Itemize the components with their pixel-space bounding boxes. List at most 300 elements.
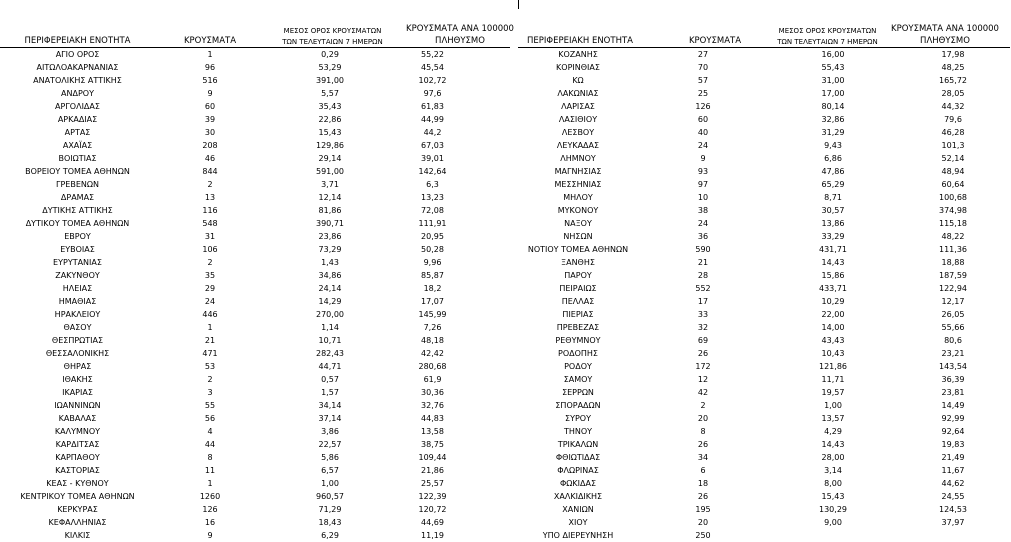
table-row <box>518 191 1008 204</box>
right-cell-avg: 15,43 <box>821 492 845 501</box>
right-cell-cases: 552 <box>695 284 711 293</box>
right-cell-per100k: 44,32 <box>941 102 965 111</box>
left-cell-avg: 35,43 <box>318 102 342 111</box>
right-cell-region: ΠΡΕΒΕΖΑΣ <box>556 323 600 332</box>
right-cell-per100k: 12,17 <box>941 297 965 306</box>
right-cell-region: ΝΟΤΙΟΥ ΤΟΜΕΑ ΑΘΗΝΩΝ <box>527 245 629 254</box>
left-cell-region: ΑΡΤΑΣ <box>64 128 91 137</box>
table-row <box>0 230 470 243</box>
left-cell-avg: 1,57 <box>321 388 339 397</box>
table-row <box>0 308 470 321</box>
right-cell-avg: 31,29 <box>821 128 845 137</box>
right-cell-region: ΡΕΘΥΜΝΟΥ <box>555 336 601 345</box>
table-row <box>518 204 1008 217</box>
left-cell-per100k: 122,39 <box>418 492 447 501</box>
left-cell-region: ΚΑΒΑΛΑΣ <box>58 414 97 423</box>
left-cell-cases: 9 <box>207 89 213 98</box>
left-cell-avg: 24,14 <box>318 284 342 293</box>
right-cell-avg: 431,71 <box>819 245 847 254</box>
right-cell-avg: 22,00 <box>821 310 845 319</box>
right-cell-cases: 28 <box>697 271 709 280</box>
table-row <box>0 529 470 542</box>
left-cell-cases: 516 <box>202 76 218 85</box>
right-cell-cases: 8 <box>700 427 706 436</box>
left-cell-avg: 1,43 <box>321 258 339 267</box>
left-cell-region: ΑΝΔΡΟΥ <box>61 89 94 98</box>
table-row <box>0 256 470 269</box>
right-cell-region: ΛΑΡΙΣΑΣ <box>561 102 595 111</box>
right-cell-region: ΜΥΚΟΝΟΥ <box>557 206 599 215</box>
right-cell-avg: 10,29 <box>821 297 845 306</box>
right-cell-cases: 590 <box>695 245 711 254</box>
right-cell-region: ΣΥΡΟΥ <box>565 414 591 423</box>
right-cell-region: ΣΠΟΡΑΔΩΝ <box>555 401 601 410</box>
left-cell-per100k: 38,75 <box>421 440 444 449</box>
right-cell-per100k: 23,81 <box>941 388 965 397</box>
right-cell-per100k: 28,05 <box>941 89 965 98</box>
right-cell-per100k: 52,14 <box>941 154 965 163</box>
left-cell-avg: 6,29 <box>321 531 339 540</box>
left-cell-per100k: 42,42 <box>421 349 444 358</box>
right-cell-cases: 12 <box>697 375 709 384</box>
left-cell-region: ΘΕΣΠΡΩΤΙΑΣ <box>51 336 104 345</box>
right-cell-cases: 126 <box>695 102 711 111</box>
right-cell-region: ΥΠΟ ΔΙΕΡΕΥΝΗΣΗ <box>542 531 614 540</box>
table-row <box>0 386 470 399</box>
left-cell-avg: 22,57 <box>318 440 342 449</box>
right-cell-per100k: 374,98 <box>939 206 967 215</box>
right-cell-avg: 14,00 <box>821 323 845 332</box>
right-cell-per100k: 60,64 <box>941 180 965 189</box>
table-row <box>518 152 1008 165</box>
table-row <box>518 74 1008 87</box>
table-row <box>0 360 470 373</box>
right-cell-cases: 27 <box>697 50 709 59</box>
left-cell-cases: 1 <box>207 50 213 59</box>
left-cell-avg: 0,57 <box>321 375 339 384</box>
right-cell-avg <box>768 529 898 542</box>
regions-table-right <box>518 48 1008 542</box>
right-cell-avg: 4,29 <box>824 427 842 436</box>
right-cell-per100k: 124,53 <box>939 505 967 514</box>
right-cell-cases: 26 <box>697 440 709 449</box>
left-cell-cases: 31 <box>204 232 216 241</box>
left-cell-per100k: 109,44 <box>418 453 447 462</box>
left-cell-region: ΑΙΤΩΛΟΑΚΑΡΝΑΝΙΑΣ <box>36 63 119 72</box>
left-cell-per100k: 30,36 <box>421 388 444 397</box>
left-cell-per100k: 6,3 <box>426 180 439 189</box>
left-cell-cases: 4 <box>207 427 213 436</box>
left-cell-cases: 8 <box>207 453 213 462</box>
table-row <box>518 490 1008 503</box>
right-cell-avg: 43,43 <box>821 336 845 345</box>
left-cell-per100k: 120,72 <box>418 505 447 514</box>
header-region-right: ΠΕΡΙΦΕΡΕΙΑΚΗ ΕΝΟΤΗΤΑ <box>527 36 633 46</box>
table-row <box>0 425 470 438</box>
table-row <box>0 191 470 204</box>
right-cell-avg: 14,43 <box>821 440 845 449</box>
right-cell-avg: 30,57 <box>821 206 845 215</box>
left-cell-region: ΚΕΡΚΥΡΑΣ <box>57 505 98 514</box>
left-cell-region: ΕΥΡΥΤΑΝΙΑΣ <box>53 258 102 267</box>
left-cell-cases: 116 <box>202 206 218 215</box>
left-cell-per100k: 48,18 <box>421 336 444 345</box>
left-cell-cases: 39 <box>204 115 216 124</box>
left-cell-per100k: 7,26 <box>423 323 442 332</box>
right-cell-avg: 28,00 <box>821 453 845 462</box>
left-cell-region: ΔΡΑΜΑΣ <box>60 193 95 202</box>
left-cell-region: ΚΕΦΑΛΛΗΝΙΑΣ <box>48 518 107 527</box>
left-cell-per100k: 142,64 <box>418 167 447 176</box>
left-cell-per100k: 72,08 <box>421 206 444 215</box>
table-row <box>0 477 470 490</box>
left-cell-cases: 3 <box>207 388 213 397</box>
left-cell-cases: 44 <box>204 440 216 449</box>
table-row <box>518 139 1008 152</box>
table-row <box>0 334 470 347</box>
left-cell-per100k: 97,6 <box>423 89 442 98</box>
right-cell-avg: 15,86 <box>821 271 845 280</box>
right-cell-cases: 34 <box>697 453 709 462</box>
right-cell-per100k: 111,36 <box>939 245 967 254</box>
right-cell-per100k: 21,49 <box>941 453 965 462</box>
right-cell-region: ΝΗΣΩΝ <box>563 232 593 241</box>
left-cell-cases: 29 <box>204 284 216 293</box>
left-cell-avg: 3,71 <box>321 180 339 189</box>
table-row <box>518 230 1008 243</box>
table-row <box>0 373 470 386</box>
left-cell-per100k: 44,2 <box>423 128 442 137</box>
left-cell-avg: 34,14 <box>318 401 342 410</box>
left-cell-per100k: 25,57 <box>421 479 444 488</box>
left-cell-avg: 0,29 <box>321 50 339 59</box>
left-cell-cases: 2 <box>207 375 213 384</box>
right-cell-avg: 11,71 <box>821 375 845 384</box>
right-cell-avg: 16,00 <box>821 50 845 59</box>
right-cell-region: ΛΗΜΝΟΥ <box>560 154 596 163</box>
table-row <box>518 295 1008 308</box>
left-cell-cases: 30 <box>204 128 216 137</box>
table-row <box>0 217 470 230</box>
right-cell-avg: 13,57 <box>821 414 845 423</box>
table-row <box>518 113 1008 126</box>
table-row <box>518 243 1008 256</box>
left-cell-cases: 126 <box>202 505 218 514</box>
left-cell-per100k: 50,28 <box>421 245 444 254</box>
header-cases-right: ΚΡΟΥΣΜΑΤΑ <box>688 36 742 46</box>
right-cell-per100k: 48,22 <box>941 232 965 241</box>
right-cell-per100k: 18,88 <box>941 258 965 267</box>
left-cell-per100k: 32,76 <box>421 401 444 410</box>
right-cell-region: ΦΘΙΩΤΙΔΑΣ <box>555 453 601 462</box>
left-cell-cases: 35 <box>204 271 216 280</box>
right-cell-per100k: 48,94 <box>941 167 965 176</box>
left-cell-region: ΙΘΑΚΗΣ <box>62 375 93 384</box>
left-cell-cases: 24 <box>204 297 216 306</box>
left-cell-per100k: 11,19 <box>421 531 444 540</box>
right-cell-avg: 33,29 <box>821 232 845 241</box>
right-cell-avg: 433,71 <box>819 284 847 293</box>
right-cell-cases: 10 <box>697 193 709 202</box>
table-row <box>0 295 470 308</box>
right-cell-avg: 130,29 <box>819 505 847 514</box>
right-cell-region: ΦΩΚΙΔΑΣ <box>559 479 596 488</box>
right-cell-cases: 250 <box>695 531 711 540</box>
table-row <box>0 282 470 295</box>
header-cases-left: ΚΡΟΥΣΜΑΤΑ <box>183 36 237 46</box>
left-cell-cases: 106 <box>202 245 218 254</box>
right-cell-avg: 31,00 <box>821 76 845 85</box>
right-cell-region: ΠΙΕΡΙΑΣ <box>562 310 594 319</box>
left-cell-region: ΚΕΝΤΡΙΚΟΥ ΤΟΜΕΑ ΑΘΗΝΩΝ <box>20 492 135 501</box>
table-row <box>518 464 1008 477</box>
table-row <box>0 490 470 503</box>
table-row <box>518 48 1008 61</box>
left-cell-avg: 270,00 <box>316 310 344 319</box>
right-cell-avg: 17,00 <box>821 89 845 98</box>
right-cell-per100k: 26,05 <box>941 310 965 319</box>
right-cell-avg: 10,43 <box>821 349 845 358</box>
left-cell-region: ΗΡΑΚΛΕΙΟΥ <box>54 310 101 319</box>
right-cell-region: ΤΗΝΟΥ <box>563 427 593 436</box>
right-cell-cases: 9 <box>700 154 706 163</box>
left-cell-per100k: 145,99 <box>418 310 447 319</box>
left-cell-per100k: 17,07 <box>421 297 444 306</box>
table-row <box>0 243 470 256</box>
right-cell-cases: 20 <box>697 414 709 423</box>
table-row <box>518 269 1008 282</box>
left-cell-avg: 81,86 <box>318 206 342 215</box>
table-row <box>518 87 1008 100</box>
table-row <box>518 438 1008 451</box>
header-per100k-right-line2: ΠΛΗΘΥΣΜΟ <box>920 36 970 46</box>
right-cell-per100k: 92,99 <box>941 414 965 423</box>
left-cell-per100k: 21,86 <box>421 466 444 475</box>
header-avg-right-line1: ΜΕΣΟΣ ΟΡΟΣ ΚΡΟΥΣΜΑΤΩΝ <box>778 27 877 35</box>
right-cell-cases: 20 <box>697 518 709 527</box>
top-divider-line <box>518 0 519 9</box>
left-cell-per100k: 44,69 <box>421 518 444 527</box>
right-cell-region: ΧΙΟΥ <box>568 518 588 527</box>
right-cell-avg: 9,00 <box>824 518 842 527</box>
right-cell-region: ΛΑΚΩΝΙΑΣ <box>557 89 599 98</box>
table-row <box>518 503 1008 516</box>
left-cell-cases: 1260 <box>199 492 221 501</box>
left-cell-per100k: 44,99 <box>421 115 444 124</box>
left-cell-region: ΓΡΕΒΕΝΩΝ <box>56 180 99 189</box>
table-row <box>0 516 470 529</box>
left-cell-cases: 208 <box>202 141 218 150</box>
left-cell-avg: 129,86 <box>316 141 344 150</box>
left-cell-region: ΗΛΕΙΑΣ <box>62 284 93 293</box>
right-cell-avg: 1,00 <box>824 401 842 410</box>
left-cell-cases: 13 <box>204 193 216 202</box>
right-cell-avg: 121,86 <box>819 362 847 371</box>
left-cell-region: ΒΟΙΩΤΙΑΣ <box>58 154 97 163</box>
right-cell-cases: 24 <box>697 141 709 150</box>
left-cell-per100k: 111,91 <box>418 219 447 228</box>
left-cell-avg: 44,71 <box>318 362 342 371</box>
left-cell-region: ΑΧΑΪΑΣ <box>62 141 93 150</box>
left-cell-region: ΚΑΛΥΜΝΟΥ <box>54 427 101 436</box>
left-cell-per100k: 102,72 <box>418 76 447 85</box>
right-cell-cases: 195 <box>695 505 711 514</box>
right-cell-per100k: 100,68 <box>939 193 967 202</box>
left-cell-region: ΚΕΑΣ - ΚΥΘΝΟΥ <box>46 479 109 488</box>
right-cell-avg: 13,86 <box>821 219 845 228</box>
right-cell-per100k: 165,72 <box>939 76 967 85</box>
right-cell-region: ΣΑΜΟΥ <box>563 375 593 384</box>
right-cell-per100k: 37,97 <box>941 518 965 527</box>
left-cell-cases: 1 <box>207 323 213 332</box>
left-cell-per100k: 18,2 <box>423 284 442 293</box>
table-row <box>518 516 1008 529</box>
header-avg-right-line2: ΤΩΝ ΤΕΛΕΥΤΑΙΩΝ 7 ΗΜΕΡΩΝ <box>777 38 878 46</box>
right-cell-cases: 33 <box>697 310 709 319</box>
right-cell-region: ΤΡΙΚΑΛΩΝ <box>557 440 599 449</box>
table-row <box>518 360 1008 373</box>
right-cell-cases: 42 <box>697 388 709 397</box>
right-cell-region: ΛΕΥΚΑΔΑΣ <box>556 141 600 150</box>
left-cell-per100k: 61,9 <box>423 375 442 384</box>
table-row <box>518 217 1008 230</box>
left-cell-per100k: 9,96 <box>423 258 442 267</box>
right-cell-cases: 36 <box>697 232 709 241</box>
header-avg-left-line2: ΤΩΝ ΤΕΛΕΥΤΑΙΩΝ 7 ΗΜΕΡΩΝ <box>282 38 383 46</box>
right-cell-per100k: 46,28 <box>941 128 965 137</box>
left-cell-per100k: 13,23 <box>421 193 444 202</box>
right-cell-cases: 18 <box>697 479 709 488</box>
right-cell-per100k: 143,54 <box>939 362 967 371</box>
right-cell-cases: 32 <box>697 323 709 332</box>
right-cell-avg: 19,57 <box>821 388 845 397</box>
left-cell-cases: 844 <box>202 167 218 176</box>
table-row <box>518 399 1008 412</box>
right-cell-per100k: 14,49 <box>941 401 965 410</box>
left-cell-region: ΑΝΑΤΟΛΙΚΗΣ ΑΤΤΙΚΗΣ <box>33 76 122 85</box>
left-cell-avg: 390,71 <box>316 219 344 228</box>
left-cell-region: ΕΒΡΟΥ <box>64 232 91 241</box>
table-row <box>518 412 1008 425</box>
left-cell-avg: 1,00 <box>321 479 339 488</box>
left-cell-per100k: 280,68 <box>418 362 447 371</box>
right-cell-region: ΚΟΖΑΝΗΣ <box>558 50 598 59</box>
left-cell-cases: 11 <box>204 466 216 475</box>
right-cell-avg: 32,86 <box>821 115 845 124</box>
left-cell-cases: 1 <box>207 479 213 488</box>
left-cell-avg: 15,43 <box>318 128 342 137</box>
left-cell-avg: 5,57 <box>321 89 339 98</box>
right-cell-region: ΚΟΡΙΝΘΙΑΣ <box>556 63 600 72</box>
left-cell-cases: 21 <box>204 336 216 345</box>
table-row <box>0 87 470 100</box>
table-row <box>518 61 1008 74</box>
left-cell-avg: 34,86 <box>318 271 342 280</box>
left-cell-cases: 60 <box>204 102 216 111</box>
left-cell-per100k: 55,22 <box>421 50 444 59</box>
header-avg-left-line1: ΜΕΣΟΣ ΟΡΟΣ ΚΡΟΥΣΜΑΤΩΝ <box>283 27 382 35</box>
left-cell-cases: 96 <box>204 63 216 72</box>
table-row <box>0 347 470 360</box>
right-cell-avg: 65,29 <box>821 180 845 189</box>
right-cell-per100k: 122,94 <box>939 284 967 293</box>
right-cell-cases: 17 <box>697 297 709 306</box>
right-cell-region: ΠΑΡΟΥ <box>564 271 592 280</box>
left-cell-avg: 12,14 <box>318 193 342 202</box>
table-row <box>0 321 470 334</box>
right-cell-cases: 93 <box>697 167 709 176</box>
left-cell-per100k: 39,01 <box>421 154 444 163</box>
table-row <box>518 386 1008 399</box>
table-row <box>518 282 1008 295</box>
left-cell-avg: 6,57 <box>321 466 339 475</box>
left-cell-avg: 23,86 <box>318 232 342 241</box>
right-cell-region: ΡΟΔΟΠΗΣ <box>558 349 598 358</box>
left-cell-avg: 73,29 <box>318 245 342 254</box>
header-per100k-right-line1: ΚΡΟΥΣΜΑΤΑ ΑΝΑ 100000 <box>891 24 999 34</box>
table-row <box>518 256 1008 269</box>
table-row <box>0 48 470 61</box>
left-cell-per100k: 61,83 <box>421 102 444 111</box>
right-cell-per100k: 92,64 <box>941 427 965 436</box>
right-cell-per100k: 79,6 <box>944 115 962 124</box>
table-row <box>0 100 470 113</box>
right-cell-region: ΠΕΛΛΑΣ <box>561 297 595 306</box>
right-cell-per100k: 48,25 <box>941 63 965 72</box>
left-cell-cases: 9 <box>207 531 213 540</box>
left-cell-avg: 5,86 <box>321 453 339 462</box>
table-row <box>0 61 470 74</box>
table-row <box>518 347 1008 360</box>
left-cell-region: ΙΚΑΡΙΑΣ <box>62 388 93 397</box>
left-cell-avg: 1,14 <box>321 323 339 332</box>
left-cell-avg: 10,71 <box>318 336 342 345</box>
right-cell-region: ΛΕΣΒΟΥ <box>561 128 595 137</box>
right-cell-avg: 8,71 <box>824 193 842 202</box>
right-cell-region: ΜΑΓΝΗΣΙΑΣ <box>554 167 602 176</box>
right-cell-per100k: 23,21 <box>941 349 965 358</box>
right-cell-per100k <box>898 529 1008 542</box>
right-cell-region: ΜΕΣΣΗΝΙΑΣ <box>554 180 602 189</box>
left-cell-avg: 960,57 <box>316 492 344 501</box>
table-row <box>0 503 470 516</box>
left-cell-region: ΚΑΡΔΙΤΣΑΣ <box>55 440 100 449</box>
right-cell-region: ΞΑΝΘΗΣ <box>561 258 595 267</box>
left-cell-avg: 14,29 <box>318 297 342 306</box>
left-cell-cases: 16 <box>204 518 216 527</box>
right-cell-region: ΣΕΡΡΩΝ <box>562 388 594 397</box>
table-row <box>0 126 470 139</box>
right-cell-region: ΛΑΣΙΘΙΟΥ <box>558 115 598 124</box>
table-row <box>0 269 470 282</box>
left-cell-avg: 3,86 <box>321 427 339 436</box>
left-cell-cases: 2 <box>207 180 213 189</box>
right-cell-region: ΧΑΛΚΙΔΙΚΗΣ <box>553 492 603 501</box>
right-cell-avg: 6,86 <box>824 154 842 163</box>
header-per100k-left-line1: ΚΡΟΥΣΜΑΤΑ ΑΝΑ 100000 <box>406 24 514 34</box>
table-row <box>518 451 1008 464</box>
table-row <box>518 178 1008 191</box>
right-cell-region: ΠΕΙΡΑΙΩΣ <box>559 284 597 293</box>
table-row <box>518 308 1008 321</box>
left-cell-region: ΘΑΣΟΥ <box>63 323 92 332</box>
left-cell-avg: 591,00 <box>316 167 344 176</box>
table-row <box>0 113 470 126</box>
left-cell-per100k: 13,58 <box>421 427 444 436</box>
left-cell-avg: 53,29 <box>318 63 342 72</box>
left-cell-region: ΘΗΡΑΣ <box>63 362 92 371</box>
right-cell-avg: 9,43 <box>824 141 842 150</box>
